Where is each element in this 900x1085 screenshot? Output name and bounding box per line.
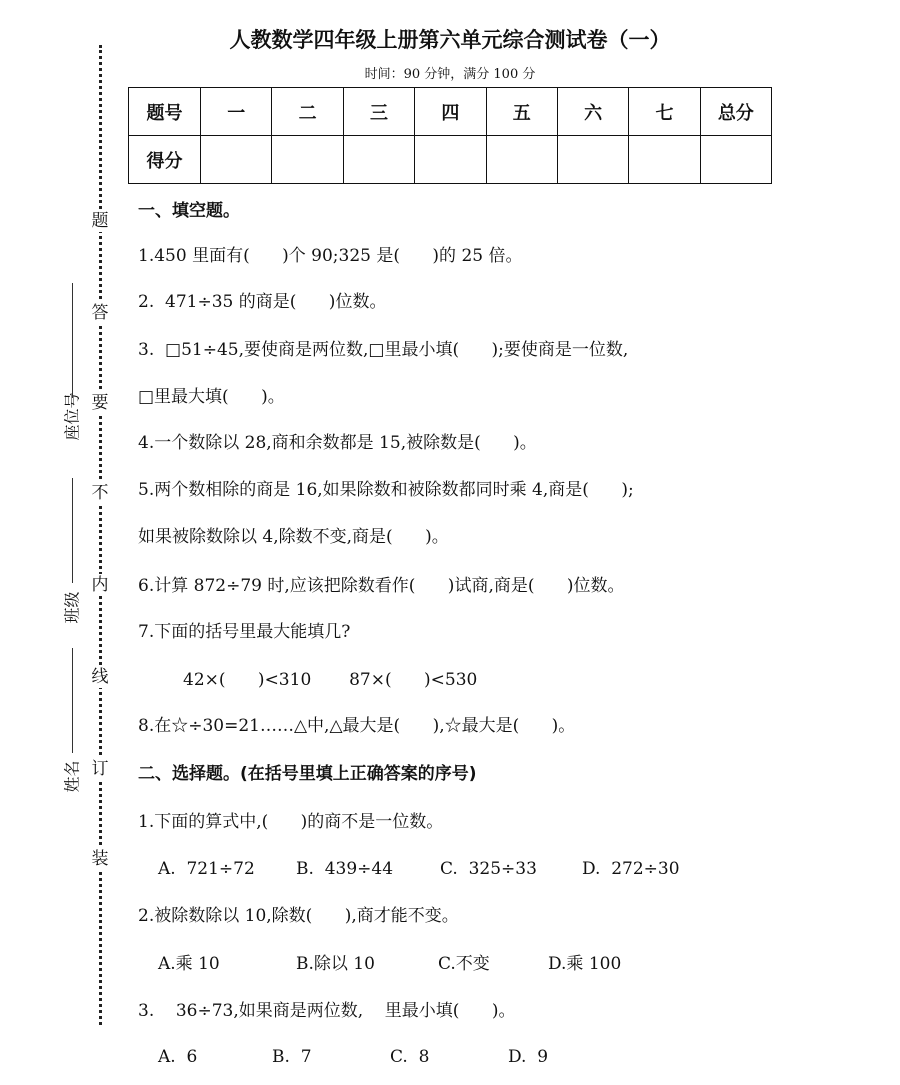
question-line: 1.下面的算式中,( )的商不是一位数。 [138,812,444,832]
score-cell [629,136,700,184]
question-line: 7.下面的括号里最大能填几? [138,622,351,642]
score-table [128,87,772,184]
choice-option: D.乘 100 [548,954,622,974]
table-header-cell: 三 [343,88,414,136]
score-cell [343,136,414,184]
question-line: 1.450 里面有( )个 90;325 是( )的 25 倍。 [138,246,523,266]
question-line: 3. 36÷73,如果商是两位数, 里最小填( )。 [138,1001,516,1021]
table-header-cell: 七 [629,88,700,136]
seat-number-label: 座位号 [62,392,82,441]
choice-option: A.乘 10 [158,954,220,974]
table-header-cell: 二 [272,88,343,136]
question-line: 5.两个数相除的商是 16,如果除数和被除数都同时乘 4,商是( ); [138,480,634,500]
binding-char: 线 [88,666,112,688]
table-header-cell: 六 [557,88,628,136]
question-line: 6.计算 872÷79 时,应该把除数看作( )试商,商是( )位数。 [138,576,625,596]
choice-option: D. 272÷30 [582,859,680,879]
exam-duration: 时间：90 分钟，满分 100 分 [364,67,536,82]
seat-number-blank [72,283,73,398]
table-header-cell: 四 [415,88,486,136]
score-cell [486,136,557,184]
choice-option: B. 7 [272,1047,312,1067]
page-title: 人教数学四年级上册第六单元综合测试卷（一） [229,28,671,52]
choice-option: C. 325÷33 [440,859,537,879]
score-cell [415,136,486,184]
choice-option: B.除以 10 [296,954,375,974]
choice-option: A. 721÷72 [158,859,255,879]
score-row-label: 得分 [129,136,201,184]
binding-char: 内 [88,574,112,596]
binding-char: 要 [88,392,112,414]
binding-char: 装 [88,848,112,870]
question-line: 4.一个数除以 28,商和余数都是 15,被除数是( )。 [138,433,537,453]
binding-char: 订 [88,758,112,780]
table-header-cell: 一 [201,88,272,136]
score-cell [700,136,771,184]
name-blank [72,648,73,753]
table-header-cell: 总分 [700,88,771,136]
score-cell [272,136,343,184]
choice-option: A. 6 [158,1047,198,1067]
table-header-cell: 题号 [129,88,201,136]
question-line: 42×( )<310 87×( )<530 [183,670,478,690]
score-cell [557,136,628,184]
choice-option: D. 9 [508,1047,549,1067]
choice-option: C.不变 [438,954,490,974]
table-header-cell: 五 [486,88,557,136]
choice-option: B. 439÷44 [296,859,394,879]
choice-option: C. 8 [390,1047,430,1067]
binding-char: 答 [88,302,112,324]
score-table-score-row [129,136,772,184]
binding-char: 不 [88,482,112,504]
score-table-header-row [129,88,772,136]
question-line: 8.在☆÷30=21……△中,△最大是( ),☆最大是( )。 [138,716,576,736]
question-line: □里最大填( )。 [138,387,285,407]
name-label: 姓名 [62,760,82,793]
binding-char: 题 [88,210,112,232]
section-heading-fill-in: 一、填空题。 [138,201,240,221]
class-blank [72,478,73,583]
binding-dotted-line [99,45,102,1025]
question-line: 2.被除数除以 10,除数( ),商才能不变。 [138,906,459,926]
score-cell [201,136,272,184]
section-heading-multiple-choice: 二、选择题。(在括号里填上正确答案的序号) [138,764,477,784]
question-line: 2. 471÷35 的商是( )位数。 [138,292,387,312]
question-line: 3. □51÷45,要使商是两位数,□里最小填( );要使商是一位数, [138,340,629,360]
question-line: 如果被除数除以 4,除数不变,商是( )。 [138,527,449,547]
class-label: 班级 [62,591,82,624]
